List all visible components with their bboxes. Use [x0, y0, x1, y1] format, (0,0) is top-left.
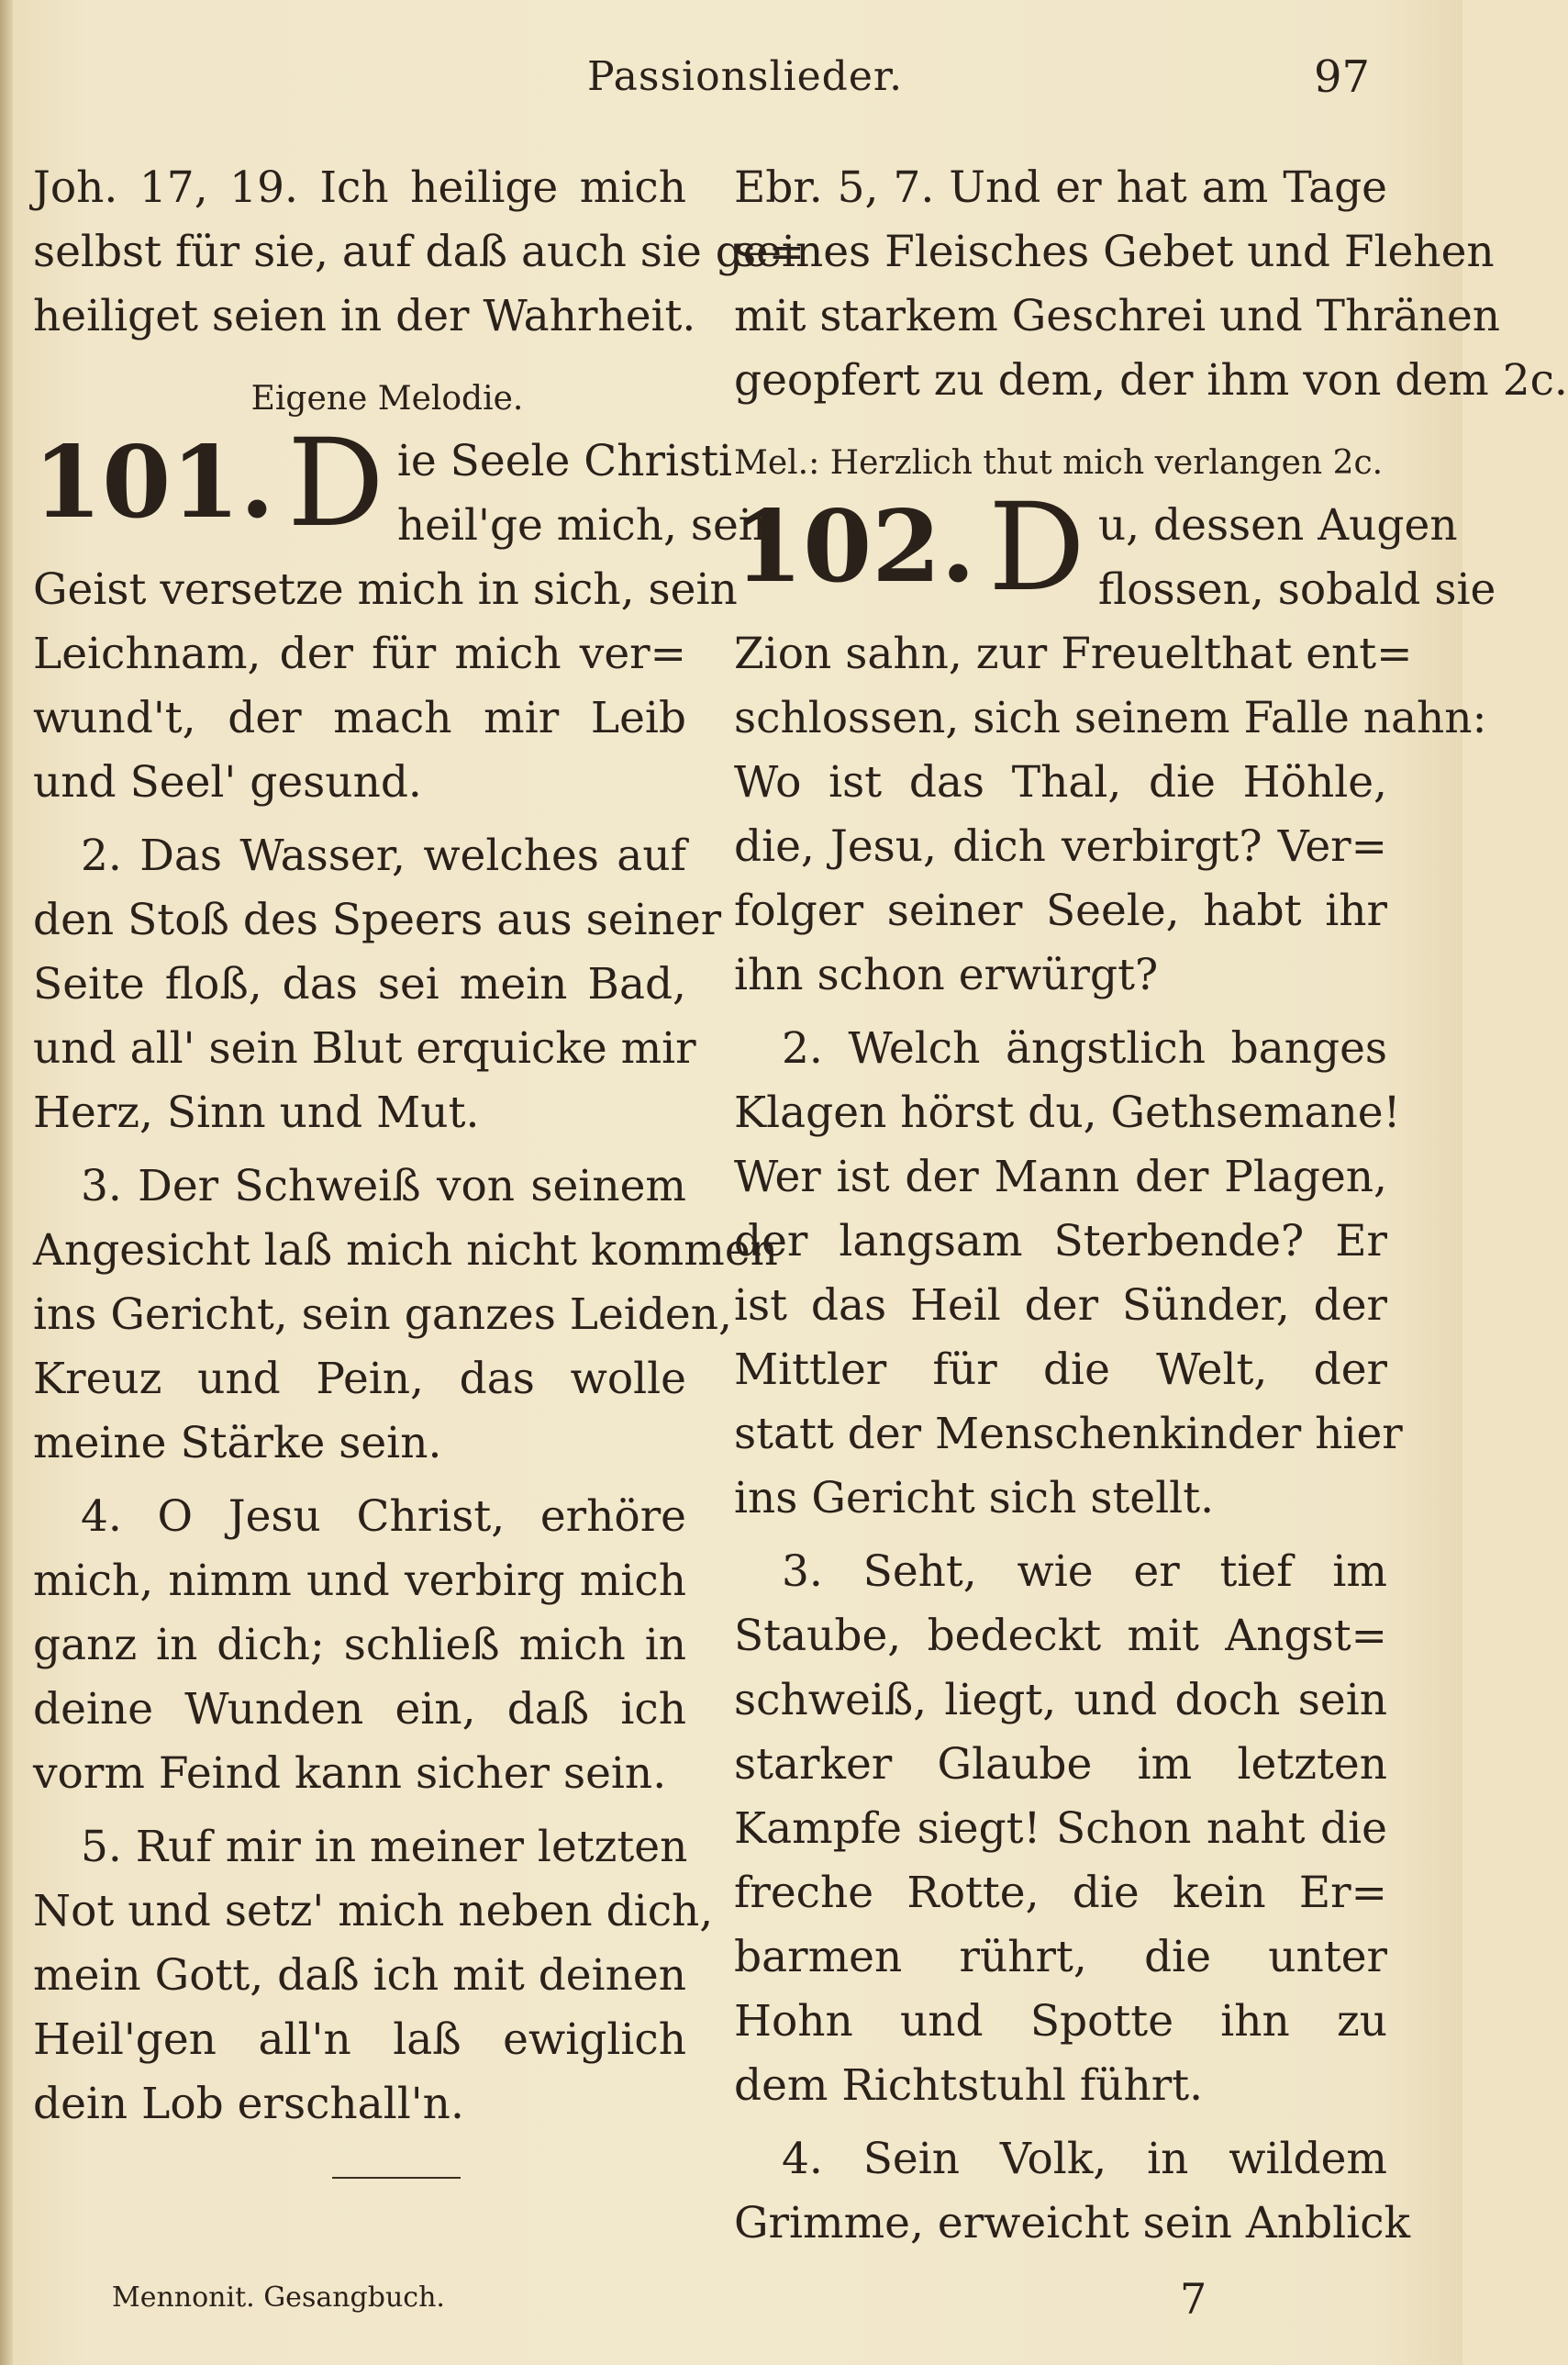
- melody-note: Mel.: Herzlich thut mich verlangen 2c.: [734, 444, 1384, 482]
- hymn-number: 101.: [33, 425, 275, 541]
- verse-line: ins Gericht, sein ganzes Leiden,: [33, 1289, 732, 1340]
- verse-line: Hohn und Spotte ihn zu: [734, 1996, 1387, 2047]
- ref-line: Ebr. 5, 7. Und er hat am Tage: [734, 162, 1387, 213]
- verse-line: meine Stärke sein.: [33, 1418, 442, 1468]
- page-gutter: [0, 0, 13, 2365]
- verse-line: den Stoß des Speers aus seiner: [33, 895, 722, 945]
- verse-line: ist das Heil der Sünder, der: [734, 1280, 1387, 1331]
- verse-line: dem Richtstuhl führt.: [734, 2060, 1204, 2111]
- hymn-line: Wo ist das Thal, die Höhle,: [734, 757, 1387, 808]
- footer-book-title: Mennonit. Gesangbuch.: [112, 2281, 445, 2314]
- verse-line: 3. Seht, wie er tief im: [782, 1546, 1387, 1597]
- ref-line: geopfert zu dem, der ihm von dem 2c.: [734, 355, 1568, 406]
- verse-line: Grimme, erweicht sein Anblick: [734, 2198, 1410, 2248]
- verse-line: Klagen hörst du, Gethsemane!: [734, 1088, 1401, 1138]
- verse-line: Herz, Sinn und Mut.: [33, 1088, 480, 1138]
- verse-line: mein Gott, daß ich mit deinen: [33, 1950, 686, 2001]
- hymn-102: [734, 477, 1496, 1008]
- verse-line: Kampfe siegt! Schon naht die: [734, 1803, 1387, 1854]
- scripture-reference: [33, 156, 805, 349]
- verse-2: [33, 824, 722, 1145]
- hymn-line: heil'ge mich, sein: [396, 500, 781, 551]
- verse-line: der langsam Sterbende? Er: [734, 1216, 1387, 1266]
- hymn-line: u, dessen Augen: [1097, 500, 1458, 551]
- verse-line: 3. Der Schweiß von seinem: [81, 1161, 686, 1211]
- verse-line: dein Lob erschall'n.: [33, 2079, 464, 2129]
- hymn-line: die, Jesu, dich verbirgt? Ver=: [734, 821, 1387, 872]
- verse-3: [33, 1155, 778, 1476]
- ref-line: selbst für sie, auf daß auch sie ge=: [33, 227, 805, 277]
- verse-line: vorm Feind kann sicher sein.: [33, 1748, 667, 1799]
- hymn-line: Zion sahn, zur Freuelthat ent=: [734, 629, 1413, 679]
- verse-line: ins Gericht sich stellt.: [734, 1473, 1215, 1523]
- divider-rule: [332, 2177, 461, 2179]
- signature-mark: 7: [1180, 2274, 1207, 2324]
- hymn-line: Leichnam, der für mich ver=: [33, 629, 686, 679]
- ref-line: seines Fleisches Gebet und Flehen: [734, 227, 1495, 277]
- verse-line: Staube, bedeckt mit Angst=: [734, 1611, 1387, 1661]
- verse-line: Angesicht laß mich nicht kommen: [33, 1225, 778, 1276]
- hymn-line: folger seiner Seele, habt ihr: [734, 886, 1387, 936]
- verse-line: starker Glaube im letzten: [734, 1739, 1387, 1790]
- verse-line: mich, nimm und verbirg mich: [33, 1556, 686, 1606]
- hymn-line: Geist versetze mich in sich, sein: [33, 564, 738, 615]
- verse-line: schweiß, liegt, und doch sein: [734, 1675, 1387, 1725]
- verse-line: ganz in dich; schließ mich in: [33, 1620, 686, 1670]
- page-number: 97: [1314, 51, 1371, 103]
- verse-line: 4. O Jesu Christ, erhöre: [81, 1491, 686, 1542]
- right-column: [734, 156, 1568, 2256]
- verse-line: 5. Ruf mir in meiner letzten: [81, 1822, 688, 1872]
- scripture-reference: [734, 156, 1568, 413]
- verse-4: [734, 2127, 1410, 2256]
- verse-line: Seite floß, das sei mein Bad,: [33, 959, 686, 1010]
- hymn-101: [33, 413, 781, 815]
- ref-line: Joh. 17, 19. Ich heilige mich: [33, 162, 686, 213]
- hymn-line: schlossen, sich seinem Falle nahn:: [734, 693, 1487, 743]
- verse-line: 2. Das Wasser, welches auf: [81, 831, 686, 881]
- melody-note: Eigene Melodie.: [250, 380, 524, 418]
- hymn-line: flossen, sobald sie: [1097, 564, 1496, 615]
- hymn-line: und Seel' gesund.: [33, 757, 422, 808]
- ref-line: mit starkem Geschrei und Thränen: [734, 291, 1501, 341]
- hymn-line: wund't, der mach mir Leib: [33, 693, 686, 743]
- verse-line: 4. Sein Volk, in wildem: [782, 2134, 1387, 2184]
- verse-line: Wer ist der Mann der Plagen,: [734, 1152, 1387, 1202]
- verse-line: freche Rotte, die kein Er=: [734, 1868, 1387, 1918]
- running-header: Passionslieder.: [587, 53, 904, 100]
- verse-line: statt der Menschenkinder hier: [734, 1409, 1403, 1459]
- verse-line: 2. Welch ängstlich banges: [782, 1023, 1387, 1074]
- verse-4: [33, 1485, 686, 1806]
- verse-3: [734, 1540, 1387, 2118]
- ref-line: heiliget seien in der Wahrheit.: [33, 291, 696, 341]
- left-column: [33, 156, 805, 2179]
- verse-line: deine Wunden ein, daß ich: [33, 1684, 686, 1735]
- verse-5: [33, 1815, 714, 2136]
- verse-line: barmen rührt, die unter: [734, 1932, 1387, 1982]
- verse-line: Mittler für die Welt, der: [734, 1344, 1387, 1395]
- verse-line: und all' sein Blut erquicke mir: [33, 1023, 696, 1074]
- drop-cap: D: [988, 477, 1085, 619]
- verse-line: Heil'gen all'n laß ewiglich: [33, 2014, 686, 2065]
- verse-line: Kreuz und Pein, das wolle: [33, 1354, 686, 1404]
- verse-2: [734, 1017, 1403, 1531]
- hymn-number: 102.: [734, 489, 976, 605]
- verse-line: Not und setz' mich neben dich,: [33, 1886, 714, 1936]
- drop-cap: D: [287, 413, 384, 554]
- hymn-line: ihn schon erwürgt?: [734, 950, 1159, 1000]
- hymn-line: ie Seele Christi: [396, 436, 733, 486]
